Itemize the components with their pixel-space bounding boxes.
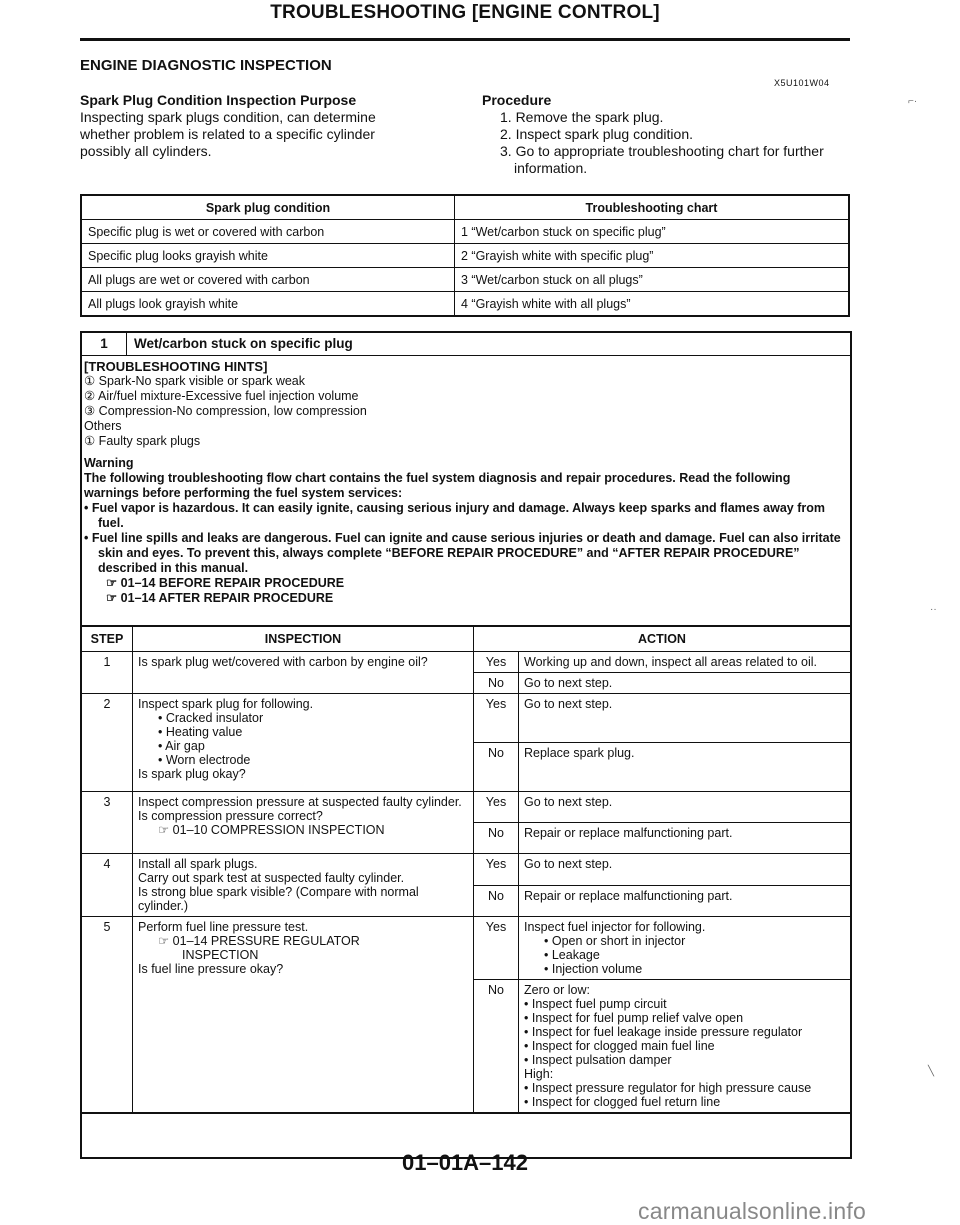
procedure-step: 2. Inspect spark plug condition. (500, 126, 694, 142)
hint-line: ① Spark-No spark visible or spark weak (84, 374, 306, 388)
page-number: 01–01A–142 (401, 1150, 528, 1175)
inspection-line: • Air gap (158, 739, 205, 753)
no-label: No (474, 673, 519, 694)
table-row (81, 694, 851, 743)
table-row (81, 917, 851, 980)
reference-link[interactable]: ☞ 01–14 BEFORE REPAIR PROCEDURE (106, 576, 345, 590)
reference-link[interactable]: ☞ 01–14 AFTER REPAIR PROCEDURE (106, 591, 334, 605)
table-cell: 3 “Wet/carbon stuck on all plugs” (455, 268, 850, 292)
table-header-row (81, 195, 849, 220)
inspection-line: Install all spark plugs. (138, 857, 258, 871)
action-line: • Inspect pressure regulator for high pressure cause (524, 1081, 812, 1095)
action-text: Repair or replace malfunctioning part. (519, 885, 852, 917)
inspection-text (133, 917, 474, 1114)
table-row (81, 292, 849, 317)
table-row (81, 220, 849, 244)
inspection-line: Is strong blue spark visible? (Compare with normal cylinder.) (138, 885, 419, 913)
section-title: ENGINE DIAGNOSTIC INSPECTION (80, 57, 332, 74)
header-rule (80, 38, 850, 41)
no-label: No (474, 743, 519, 792)
watermark-text: carmanualsonline.info (638, 1198, 866, 1224)
table-cell: Specific plug is wet or covered with carbon (81, 220, 455, 244)
purpose-line: Inspecting spark plugs condition, can determine (80, 109, 376, 125)
table-row (81, 854, 851, 886)
inspection-line: Is fuel line pressure okay? (138, 962, 284, 976)
table-cell: 2 “Grayish white with specific plug” (455, 244, 850, 268)
reference-link[interactable]: ☞ 01–10 COMPRESSION INSPECTION (158, 823, 385, 837)
action-line: Zero or low: (524, 983, 590, 997)
spark-plug-condition-table (80, 194, 850, 317)
table-row (81, 652, 851, 673)
table-cell: All plugs look grayish white (81, 292, 455, 317)
action-text (519, 917, 852, 980)
purpose-title: Spark Plug Condition Inspection Purpose (80, 92, 357, 108)
action-text: Go to next step. (519, 694, 852, 743)
action-text: Repair or replace malfunctioning part. (519, 823, 852, 854)
reference-link[interactable]: ☞ 01–14 PRESSURE REGULATOR (158, 934, 360, 948)
action-line: • Inspect for clogged fuel return line (524, 1095, 721, 1109)
warning-item: • Fuel vapor is hazardous. It can easily ignite, causing serious injury and damage. Always keep sparks and flames away from fuel. (84, 501, 825, 530)
inspection-text (133, 792, 474, 854)
document-code: X5U101W04 (774, 78, 830, 88)
action-text: Go to next step. (519, 792, 852, 823)
action-text (519, 980, 852, 1114)
action-text: Replace spark plug. (519, 743, 852, 792)
margin-mark: ·· (930, 604, 937, 615)
page-header: TROUBLESHOOTING [ENGINE CONTROL] (270, 2, 660, 23)
procedure-title: Procedure (482, 92, 552, 108)
inspection-line: Is compression pressure correct? (138, 809, 323, 823)
hints-title: [TROUBLESHOOTING HINTS] (84, 359, 268, 374)
step-number: 2 (81, 694, 133, 792)
inspection-text (133, 854, 474, 917)
step-number: 4 (81, 854, 133, 917)
margin-mark: ⌐· (908, 96, 918, 107)
column-header: INSPECTION (133, 626, 474, 652)
purpose-line: possibly all cylinders. (80, 143, 212, 159)
table-row (81, 268, 849, 292)
yes-label: Yes (474, 854, 519, 886)
warning-intro: The following troubleshooting flow chart contains the fuel system diagnosis and repair procedures. Read the following warnings before performing the fuel system services: (84, 471, 791, 500)
step-number: 5 (81, 917, 133, 1114)
inspection-line: Is spark plug okay? (138, 767, 246, 781)
chart-1-box (80, 331, 852, 1159)
inspection-steps-table (80, 625, 852, 1114)
warning-block (84, 456, 844, 606)
chart-number: 1 (82, 333, 127, 355)
inspection-line: Carry out spark test at suspected faulty cylinder. (138, 871, 405, 885)
action-line: • Leakage (544, 948, 600, 962)
column-header: ACTION (474, 626, 852, 652)
hint-line: Others (84, 419, 122, 433)
warning-list (84, 501, 844, 576)
inspection-line: • Cracked insulator (158, 711, 264, 725)
inspection-line: Perform fuel line pressure test. (138, 920, 309, 934)
warning-title: Warning (84, 456, 134, 470)
yes-label: Yes (474, 652, 519, 673)
action-text: Go to next step. (519, 673, 852, 694)
inspection-line: • Heating value (158, 725, 243, 739)
action-line: • Inspect for fuel leakage inside pressure regulator (524, 1025, 803, 1039)
purpose-line: whether problem is related to a specific cylinder (80, 126, 375, 142)
column-header: Troubleshooting chart (455, 195, 850, 220)
table-row (81, 792, 851, 823)
inspection-text (133, 694, 474, 792)
action-text: Working up and down, inspect all areas related to oil. (519, 652, 852, 673)
inspection-text: Is spark plug wet/covered with carbon by engine oil? (133, 652, 474, 694)
table-header-row (81, 626, 851, 652)
action-line: • Inspect for clogged main fuel line (524, 1039, 715, 1053)
table-cell: 4 “Grayish white with all plugs” (455, 292, 850, 317)
yes-label: Yes (474, 792, 519, 823)
hint-line: ② Air/fuel mixture-Excessive fuel injection volume (84, 389, 359, 403)
troubleshooting-hints (84, 359, 844, 449)
warning-item: • Fuel line spills and leaks are dangerous. Fuel can ignite and cause serious injuries or death and damage. Fuel can also irritate skin and eyes. To prevent this, always complete “BEFORE REPAIR PROCEDURE” and “AFTER REPAIR PROCEDURE” described in this manual. (84, 531, 841, 575)
hint-line: ③ Compression-No compression, low compression (84, 404, 367, 418)
table-cell: All plugs are wet or covered with carbon (81, 268, 455, 292)
inspection-line: Inspect compression pressure at suspected faulty cylinder. (138, 795, 462, 809)
column-header: Spark plug condition (81, 195, 455, 220)
no-label: No (474, 823, 519, 854)
purpose-block (80, 92, 460, 160)
action-line: • Inspect pulsation damper (524, 1053, 672, 1067)
action-line: • Inspect fuel pump circuit (524, 997, 667, 1011)
action-line: • Open or short in injector (544, 934, 686, 948)
column-header: STEP (81, 626, 133, 652)
hint-line: ① Faulty spark plugs (84, 434, 201, 448)
action-line: Inspect fuel injector for following. (524, 920, 706, 934)
action-line: • Inspect for fuel pump relief valve open (524, 1011, 744, 1025)
procedure-step: 3. Go to appropriate troubleshooting chart for further information. (500, 143, 824, 176)
step-number: 3 (81, 792, 133, 854)
margin-mark: ╲ (928, 1066, 935, 1077)
action-text: Go to next step. (519, 854, 852, 886)
table-cell: 1 “Wet/carbon stuck on specific plug” (455, 220, 850, 244)
procedure-step: 1. Remove the spark plug. (500, 109, 664, 125)
procedure-block (482, 92, 852, 177)
yes-label: Yes (474, 694, 519, 743)
action-line: High: (524, 1067, 554, 1081)
step-number: 1 (81, 652, 133, 694)
reference-link[interactable]: INSPECTION (182, 948, 259, 962)
inspection-line: • Worn electrode (158, 753, 251, 767)
no-label: No (474, 980, 519, 1114)
yes-label: Yes (474, 917, 519, 980)
no-label: No (474, 885, 519, 917)
table-row (81, 244, 849, 268)
table-cell: Specific plug looks grayish white (81, 244, 455, 268)
action-line: • Injection volume (544, 962, 643, 976)
chart-1-header (82, 333, 850, 356)
chart-title: Wet/carbon stuck on specific plug (134, 336, 353, 351)
procedure-steps (482, 109, 852, 177)
inspection-line: Inspect spark plug for following. (138, 697, 314, 711)
